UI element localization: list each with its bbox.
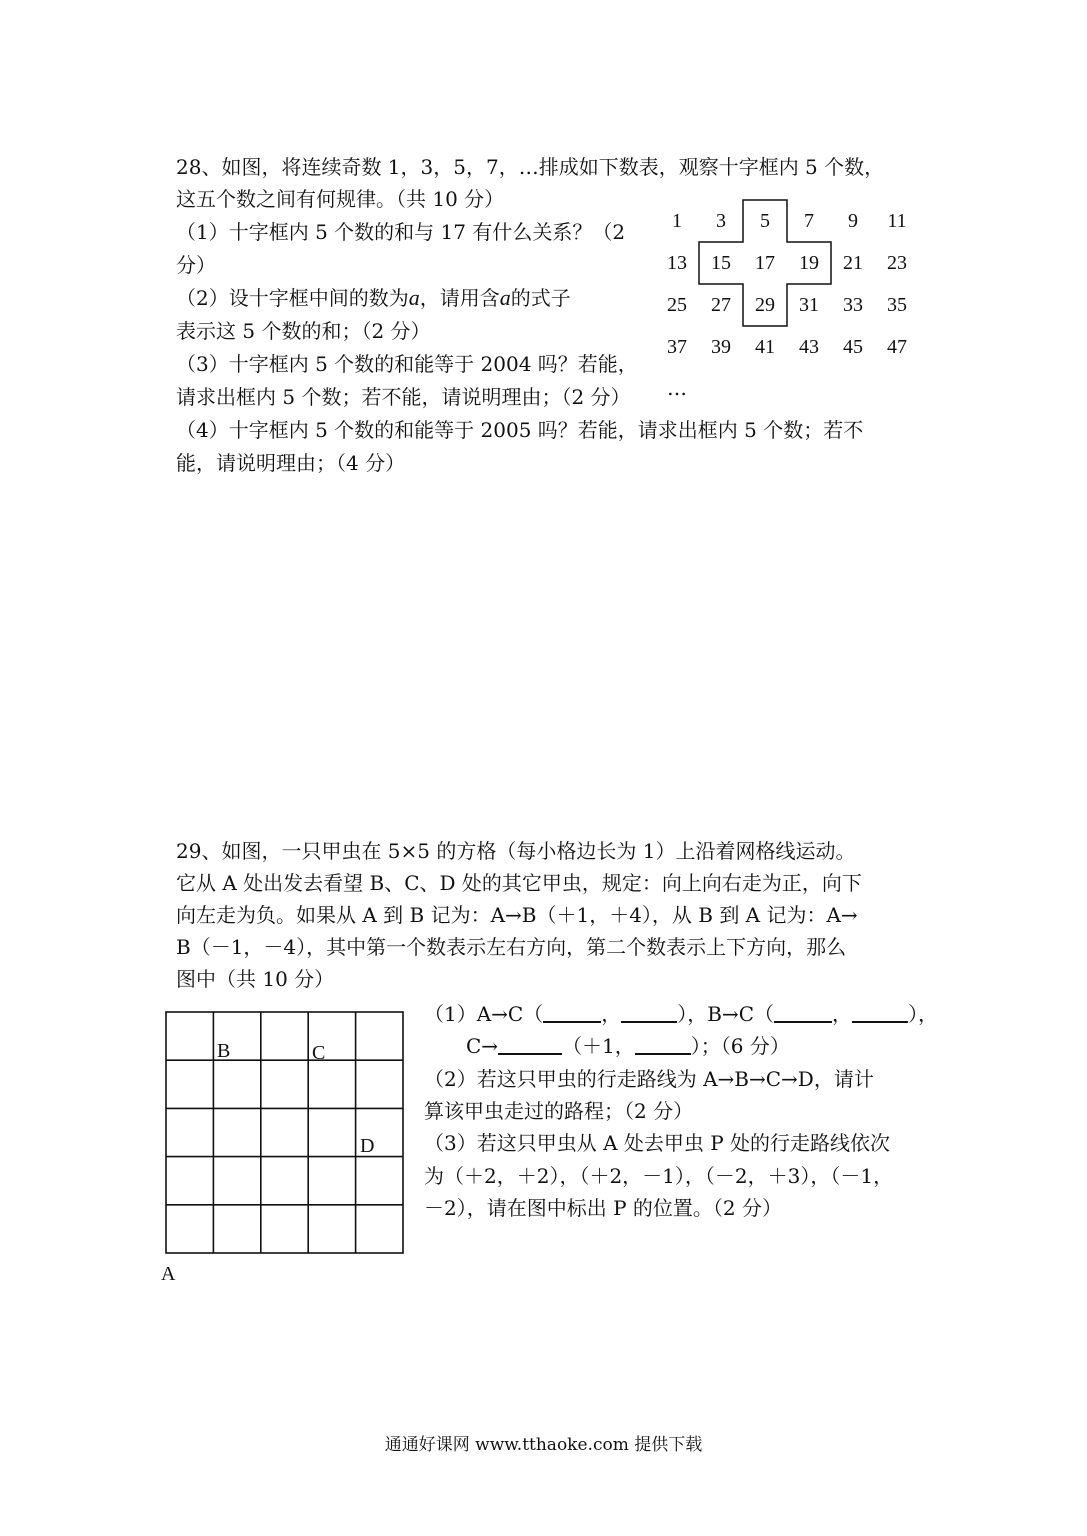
- q28-intro-line-1: 28、如图，将连续奇数 1，3，5，7，…排成如下数表，观察十字框内 5 个数，: [176, 155, 885, 179]
- odd-number-table: [655, 200, 925, 415]
- q28-part2-line-2: 表示这 5 个数的和；（2 分）: [176, 319, 431, 343]
- table-cell: 13: [667, 252, 687, 274]
- table-cell: 17: [755, 252, 775, 274]
- table-cell: 1: [672, 210, 682, 232]
- q29-intro-line-4: B（－1，－4），其中第一个数表示左右方向，第二个数表示上下方向，那么: [176, 935, 847, 959]
- q29-intro-line-1: 29、如图，一只甲虫在 5×5 的方格（每小格边长为 1）上沿着网格线运动。: [176, 839, 856, 863]
- q29-part3-line-1: （3）若这只甲虫从 A 处去甲虫 P 处的行走路线依次: [424, 1131, 891, 1155]
- table-cell: 27: [711, 294, 731, 316]
- answer-blank[interactable]: [621, 999, 677, 1023]
- q28-part2-mid: ，请用含: [419, 286, 500, 310]
- q28-part4-line-1: （4）十字框内 5 个数的和能等于 2005 吗？若能，请求出框内 5 个数；若不: [176, 418, 864, 442]
- table-cell: 33: [843, 294, 863, 316]
- grid-label-c: C: [312, 1042, 326, 1064]
- variable-a: a: [408, 285, 420, 310]
- q28-part3-line-2: 请求出框内 5 个数；若不能，请说明理由；（2 分）: [176, 385, 631, 409]
- q29-part1-line-2: [466, 1031, 790, 1060]
- table-cell: 9: [848, 210, 858, 232]
- table-cell: 37: [667, 336, 687, 358]
- grid-border: [166, 1012, 403, 1253]
- q29-p1-text-3: ），B→C（: [677, 1002, 774, 1026]
- answer-blank[interactable]: [852, 999, 908, 1023]
- q29-p1-text-5: ），: [908, 1002, 938, 1026]
- grid-label-a: A: [161, 1263, 176, 1285]
- table-cell: 35: [887, 294, 907, 316]
- variable-a: a: [499, 285, 511, 310]
- q29-p1-text-6: C→: [466, 1034, 499, 1058]
- q28-part3-line-1: （3）十字框内 5 个数的和能等于 2004 吗？若能，: [176, 352, 638, 376]
- table-cell: 29: [755, 294, 775, 316]
- q29-p1-text-8: ）；（6 分）: [690, 1034, 790, 1058]
- table-cell: 25: [667, 294, 687, 316]
- grid-lines: [165, 1011, 405, 1256]
- footer: 通通好课网 www.tthaoke.com 提供下载: [384, 1435, 703, 1455]
- q29-part3-line-3: －2），请在图中标出 P 的位置。（2 分）: [424, 1196, 782, 1220]
- table-ellipsis: …: [667, 376, 687, 400]
- table-cell: 11: [887, 210, 907, 232]
- table-cell: 23: [887, 252, 907, 274]
- table-cell: 39: [711, 336, 731, 358]
- q29-p1-text-2: ，: [601, 1002, 622, 1026]
- table-cell: 3: [716, 210, 726, 232]
- beetle-grid: [165, 1011, 405, 1256]
- q28-intro-line-2: 这五个数之间有何规律。（共 10 分）: [176, 187, 505, 211]
- q28-part2-line-1: [176, 284, 571, 312]
- q28-part2-pre: （2）设十字框中间的数为: [176, 286, 409, 310]
- grid-label-d: D: [360, 1135, 375, 1157]
- table-cell: 41: [755, 336, 775, 358]
- q29-part1-line-1: [424, 999, 938, 1028]
- table-cell: 43: [799, 336, 819, 358]
- table-cell: 31: [799, 294, 819, 316]
- table-cell: 19: [799, 252, 819, 274]
- answer-blank[interactable]: [543, 999, 601, 1023]
- q29-intro-line-5: 图中（共 10 分）: [176, 967, 335, 991]
- answer-blank[interactable]: [774, 999, 832, 1023]
- table-cell: 15: [711, 252, 731, 274]
- table-cell: 5: [760, 210, 770, 232]
- table-cell: 21: [843, 252, 863, 274]
- answer-blank[interactable]: [498, 1031, 562, 1055]
- q29-p1-text-1: （1）A→C（: [424, 1002, 544, 1026]
- table-cell: 45: [843, 336, 863, 358]
- table-cell: 47: [887, 336, 907, 358]
- q29-part2-line-2: 算该甲虫走过的路程；（2 分）: [424, 1099, 694, 1123]
- table-cell: 7: [804, 210, 814, 232]
- q28-part2-post: 的式子: [510, 286, 571, 310]
- q29-intro-line-2: 它从 A 处出发去看望 B、C、D 处的其它甲虫，规定：向上向右走为正，向下: [176, 871, 862, 895]
- q29-part2-line-1: （2）若这只甲虫的行走路线为 A→B→C→D，请计: [424, 1067, 874, 1091]
- q29-part3-line-2: 为（＋2，＋2），（＋2，－1），（－2，＋3），（－1，: [424, 1164, 894, 1188]
- q29-p1-text-4: ，: [832, 1002, 852, 1026]
- grid-label-b: B: [217, 1040, 231, 1062]
- q28-part1-line-1: （1）十字框内 5 个数的和与 17 有什么关系？（2: [176, 220, 626, 244]
- answer-blank[interactable]: [635, 1031, 691, 1055]
- q29-intro-line-3: 向左走为负。如果从 A 到 B 记为：A→B（＋1，＋4），从 B 到 A 记为：A→: [176, 903, 858, 927]
- q28-part4-line-2: 能，请说明理由；（4 分）: [176, 451, 406, 475]
- q29-p1-text-7: （＋1，: [562, 1034, 635, 1058]
- q28-part1-line-2: 分）: [176, 253, 216, 277]
